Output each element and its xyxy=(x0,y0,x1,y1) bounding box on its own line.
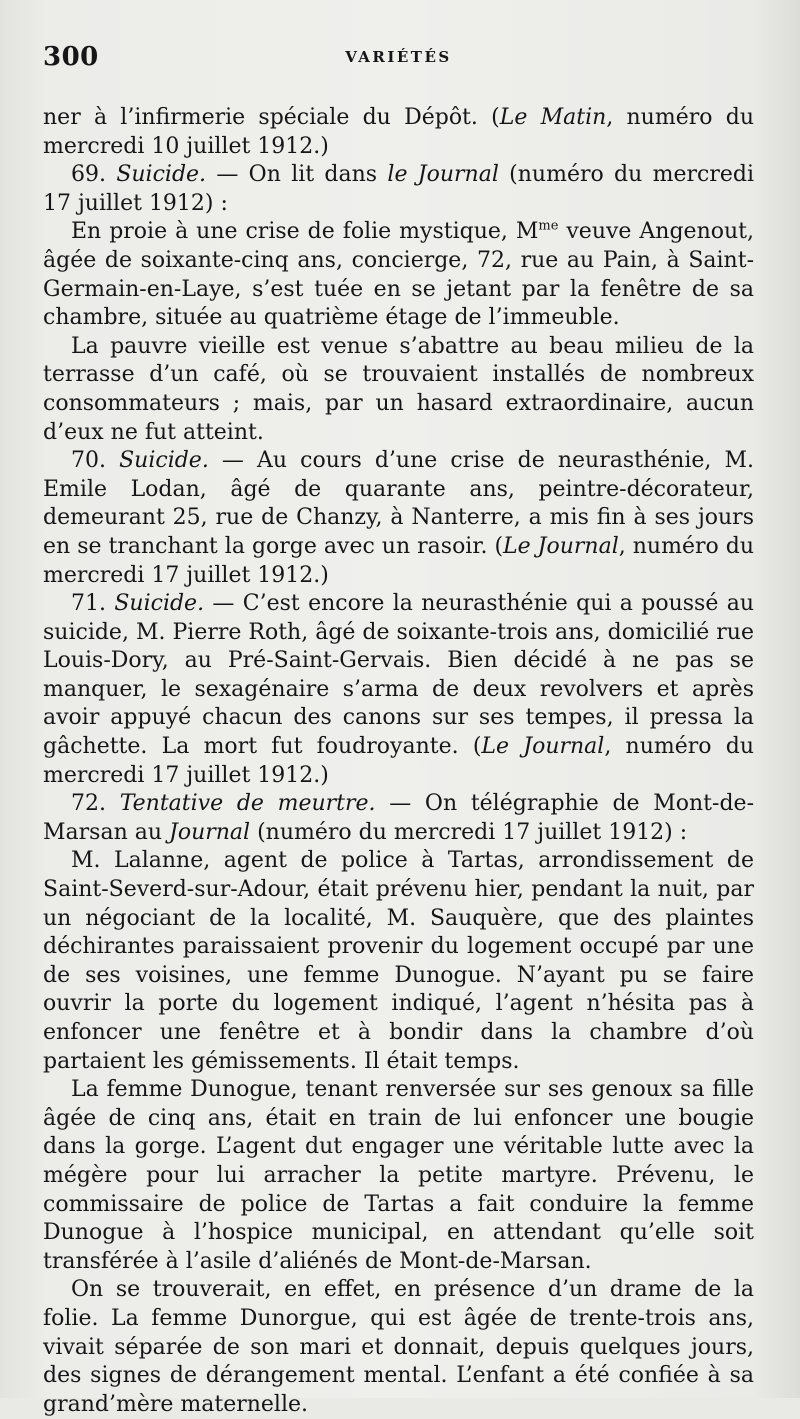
italic-text: Le Journal xyxy=(503,533,619,559)
italic-text: Tentative de meurtre. xyxy=(119,791,376,817)
text-segment: 69. xyxy=(71,162,117,188)
text-segment: La femme Dunogue, tenant renversée sur ses genoux sa fille âgée de cinq ans, était en train de lui enfoncer une bougie dans la gorge. L’agent dut engager une véritable lutte avec la mégère pour lui arracher la petite martyre. Prévenu, le commissaire de police de Tartas a fait conduire la femme Dunogue à l’hospice municipal, en attendant qu’elle soit transférée à l’asile d’aliénés de Mont-de-Marsan. xyxy=(43,1077,754,1274)
text-segment: — C’est encore la neurasthénie qui a poussé au suicide, M. Pierre Roth, âgé de soixante-trois ans, domicilié rue Louis-Dory, au Pré-Saint-Gervais. Bien décidé à ne pas se manquer, le sexagénaire s’arma de deux revolvers et après avoir appuyé chacun des canons sur ses tempes, il pressa la gâchette. La mort fut foudroyante. ( xyxy=(43,591,754,760)
italic-text: Le Journal xyxy=(481,734,605,760)
italic-text: Suicide. xyxy=(116,162,207,188)
text-segment: En proie à une crise de folie mystique, M xyxy=(71,219,539,245)
text-segment: ner à l’infirmerie spéciale du Dépôt. ( xyxy=(43,105,500,130)
paragraph-item-70 xyxy=(43,447,754,590)
italic-text: Le Matin xyxy=(499,105,607,130)
body-text xyxy=(43,104,754,1419)
paragraph-item-72-body-2 xyxy=(43,1076,754,1276)
text-segment: — Au cours d’une crise de neurasthénie, M. Emile Lodan, âgé de quarante ans, peintre-décorateur, demeurant 25, rue de Chanzy, à Nanterre, a mis fin à ses jours en se tranchant la gorge avec un rasoir. ( xyxy=(43,448,754,559)
page-number: 300 xyxy=(43,42,99,72)
text-segment: veuve Angenout, âgée de soixante-cinq ans, concierge, 72, rue au Pain, à Saint-Germain-en-Laye, s’est tuée en se jetant par la fenêtre de sa chambre, située au quatrième étage de l’immeuble. xyxy=(43,219,754,331)
text-segment: On se trouverait, en effet, en présence d’un drame de la folie. La femme Dunorgue, qui est âgée de trente-trois ans, vivait séparée de son mari et donnait, depuis quelques jours, des signes de dérangement mental. L’enfant a été confiée à sa grand’mère maternelle. xyxy=(43,1277,754,1417)
superscript-text: me xyxy=(538,219,559,235)
page-header xyxy=(43,36,754,72)
text-segment: , numéro du mercredi 10 juillet 1912.) xyxy=(43,105,754,159)
text-segment: 72. xyxy=(71,791,120,817)
italic-text: Suicide. xyxy=(114,591,205,617)
text-segment: — On lit dans xyxy=(206,162,388,188)
text-segment: , numéro du mercredi 17 juillet 1912.) xyxy=(43,533,754,588)
paragraph-item-72-body xyxy=(43,847,754,1076)
running-head: VARIÉTÉS xyxy=(345,48,452,66)
paragraph-item-69-heading xyxy=(43,161,754,218)
text-segment: — On télégraphie de Mont-de-Marsan au xyxy=(43,791,754,845)
text-segment: M. Lalanne, agent de police à Tartas, arrondissement de Saint-Severd-sur-Adour, était prévenu hier, pendant la nuit, par un négociant de la localité, M. Sauquère, que des plaintes déchirantes paraissaient provenir du logement occupé par une de ses voisines, une femme Dunogue. N’ayant pu se faire ouvrir la porte du logement indiqué, l’agent n’hésita pas à enfoncer une fenêtre et à bondir dans la chambre d’où partaient les gémissements. Il était temps. xyxy=(43,848,754,1074)
text-segment: 71. xyxy=(71,591,115,617)
text-segment: 70. xyxy=(71,448,120,474)
italic-text: Journal xyxy=(169,819,251,845)
text-segment: (numéro du mercredi 17 juillet 1912) : xyxy=(250,819,688,845)
italic-text: le Journal xyxy=(387,162,499,188)
italic-text: Suicide. xyxy=(119,448,209,474)
text-segment: , numéro du mercredi 17 juillet 1912.) xyxy=(43,734,754,788)
paragraph-item-72-heading xyxy=(43,790,754,847)
paragraph-continuation xyxy=(43,104,754,161)
paragraph-item-69-body xyxy=(43,218,754,332)
paragraph-item-71 xyxy=(43,590,754,790)
text-segment: La pauvre vieille est venue s’abattre au beau milieu de la terrasse d’un café, où se trouvaient installés de nombreux consommateurs ; mais, par un hasard extraordinaire, aucun d’eux ne fut atteint. xyxy=(43,333,754,445)
text-segment: (numéro du mercredi 17 juillet 1912) : xyxy=(43,162,754,216)
paragraph-item-69-body-2 xyxy=(43,333,754,447)
